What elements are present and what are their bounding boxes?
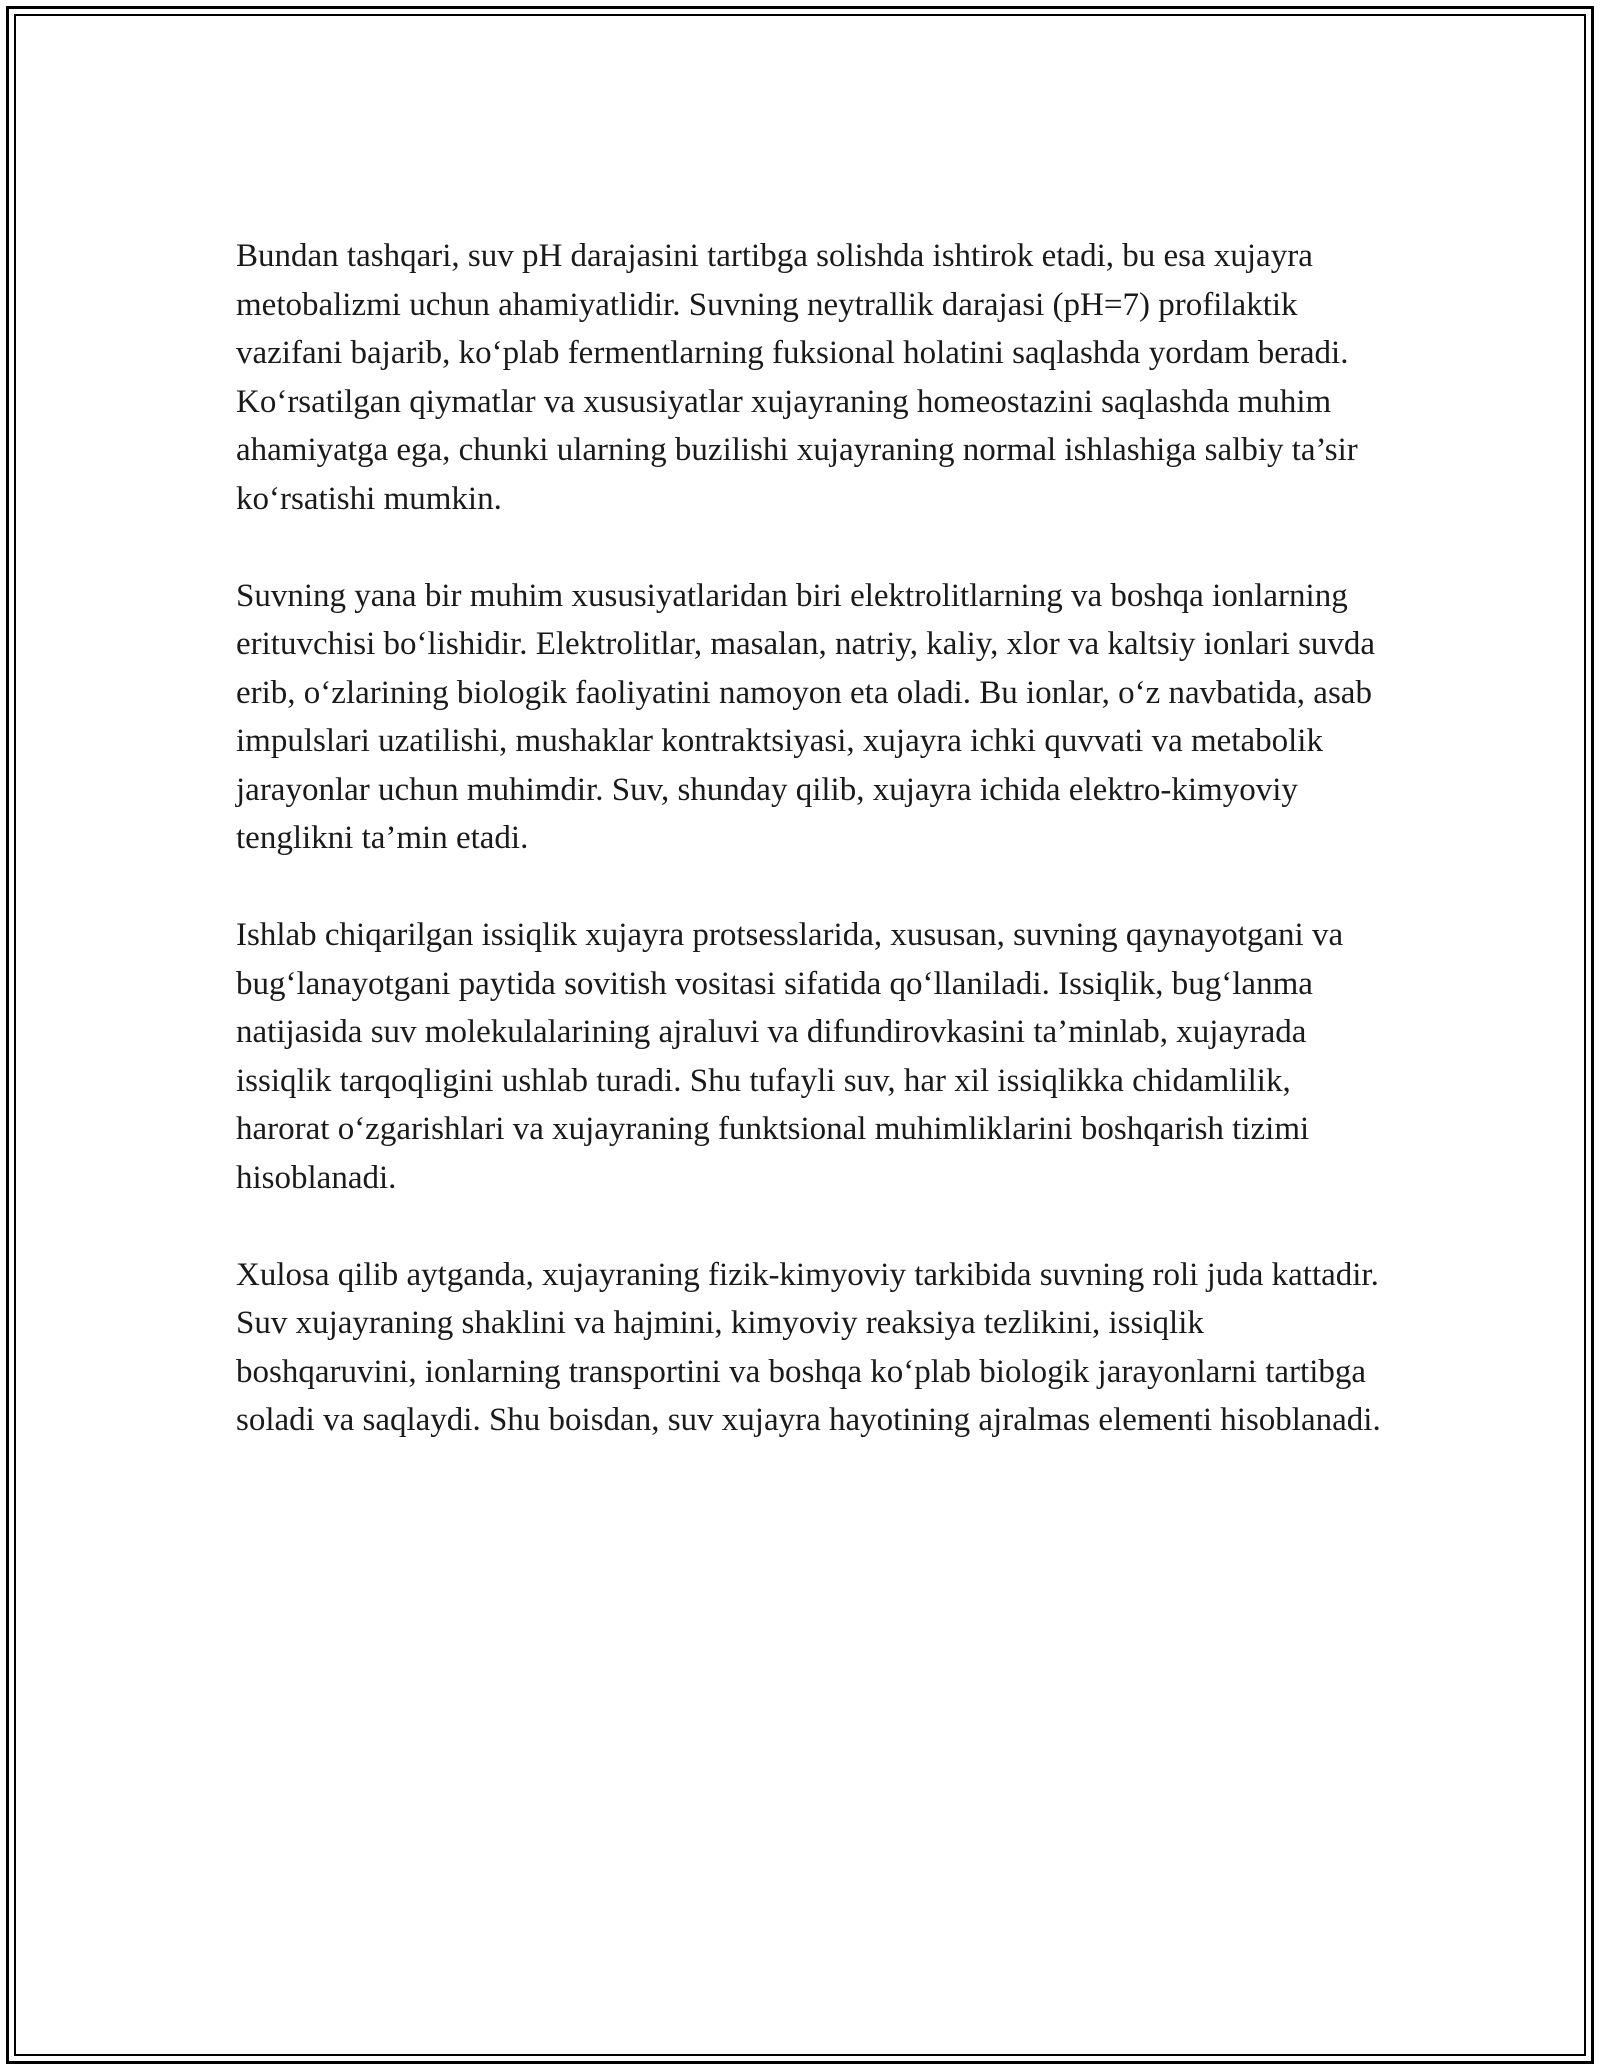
document-body [236, 232, 1386, 1493]
paragraph-electrolytes: Suvning yana bir muhim xususiyatlaridan biri elektrolitlarning va boshqa ionlarning erituvchisi bo‘lishidir. Elektrolitlar, masalan, natriy, kaliy, xlor va kaltsiy ionlari suvda erib, o‘zlarining biologik faoliyatini namoyon eta oladi. Bu ionlar, o‘z navbatida, asab impulslari uzatilishi, mushaklar kontraktsiyasi, xujayra ichki quvvati va metabolik jarayonlar uchun muhimdir. Suv, shunday qilib, xujayra ichida elektro-kimyoviy tenglikni ta’min etadi. [236, 577, 1376, 856]
paragraph-conclusion: Xulosa qilib aytganda, xujayraning fizik-kimyoviy tarkibida suvning roli juda kattadir. Suv xujayraning shaklini va hajmini, kimyoviy reaksiya tezlikini, issiqlik boshqaruvini, ionlarning transportini va boshqa ko‘plab biologik jarayonlarni tartibga soladi va saqlaydi. Shu boisdan, suv xujayra hayotining ajralmas elementi hisoblanadi. [236, 1256, 1381, 1438]
paragraph-ph-regulation: Bundan tashqari, suv pH darajasini tartibga solishda ishtirok etadi, bu esa xujayra metobalizmi uchun ahamiyatlidir. Suvning neytrallik darajasi (pH=7) profilaktik vazifani bajarib, ko‘plab fermentlarning fuksional holatini saqlashda yordam beradi. Ko‘rsatilgan qiymatlar va xususiyatlar xujayraning homeostazini saqlashda muhim ahamiyatga ega, chunki ularning buzilishi xujayraning normal ishlashiga salbiy ta’sir ko‘rsatishi mumkin. [236, 238, 1358, 517]
paragraph-heat-regulation: Ishlab chiqarilgan issiqlik xujayra protsesslarida, xususan, suvning qaynayotgani va bug‘lanayotgani paytida sovitish vositasi sifatida qo‘llaniladi. Issiqlik, bug‘lanma natijasida suv molekulalarining ajraluvi va difundirovkasini ta’minlab, xujayrada issiqlik tarqoqligini ushlab turadi. Shu tufayli suv, har xil issiqlikka chidamlilik, harorat o‘zgarishlari va xujayraning funktsional muhimliklarini boshqarish tizimi hisoblanadi. [236, 917, 1344, 1196]
